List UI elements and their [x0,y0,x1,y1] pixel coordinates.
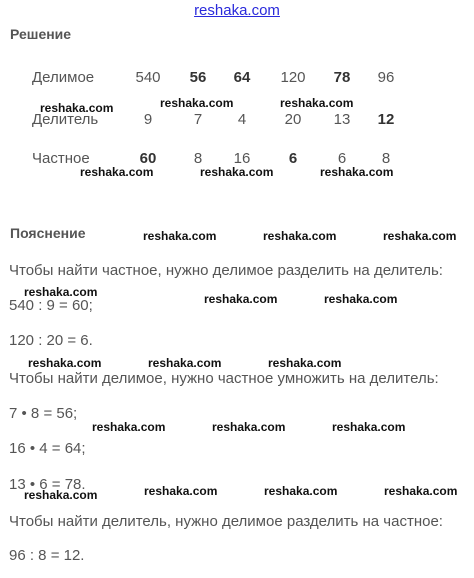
watermark: reshaka.com [384,484,458,498]
table-cell: 7 [193,111,203,128]
watermark: reshaka.com [40,101,114,115]
explanation-example: 540 : 9 = 60; [9,297,93,314]
watermark: reshaka.com [160,96,234,110]
watermark: reshaka.com [280,96,354,110]
watermark: reshaka.com [144,484,218,498]
watermark: reshaka.com [332,420,406,434]
watermark: reshaka.com [212,420,286,434]
explanation-example: 16 • 4 = 64; [9,440,86,457]
watermark: reshaka.com [204,292,278,306]
explanation-example: 13 • 6 = 78. [9,476,86,493]
watermark: reshaka.com [263,229,337,243]
solution-title: Решение [10,26,72,42]
watermark: reshaka.com [264,484,338,498]
table-cell: 9 [143,111,153,128]
watermark: reshaka.com [383,229,457,243]
watermark: reshaka.com [320,165,394,179]
explanation-title: Пояснение [10,225,86,241]
explanation-rule-divisor: Чтобы найти делитель, нужно делимое разделить на частное: [9,513,443,530]
table-cell: 16 [233,150,251,167]
explanation-rule-dividend: Чтобы найти делимое, нужно частное умножить на делитель: [9,370,439,387]
watermark: reshaka.com [143,229,217,243]
row-label-divisor: Делитель [32,111,99,128]
explanation-example: 120 : 20 = 6. [9,332,93,349]
table-cell: 6 [337,150,347,167]
watermark: reshaka.com [324,292,398,306]
table-cell: 78 [333,69,351,86]
table-cell: 56 [189,69,207,86]
table-cell: 8 [193,150,203,167]
watermark: reshaka.com [268,356,342,370]
table-cell: 540 [135,69,161,86]
table-cell: 64 [233,69,251,86]
table-cell: 120 [280,69,306,86]
table-cell: 4 [237,111,247,128]
table-cell: 8 [381,150,391,167]
table-cell: 20 [284,111,302,128]
watermark: reshaka.com [28,356,102,370]
watermark: reshaka.com [24,488,98,502]
table-cell: 60 [139,150,157,167]
table-cell: 6 [288,150,298,167]
explanation-example: 96 : 8 = 12. [9,547,85,564]
table-cell: 96 [377,69,395,86]
watermark: reshaka.com [80,165,154,179]
table-cell: 12 [377,111,395,128]
row-label-quotient: Частное [32,150,90,167]
row-label-dividend: Делимое [32,69,95,86]
explanation-example: 7 • 8 = 56; [9,405,78,422]
watermark: reshaka.com [24,285,98,299]
site-header-link[interactable]: reshaka.com [194,2,280,19]
table-cell: 13 [333,111,351,128]
explanation-rule-quotient: Чтобы найти частное, нужно делимое разделить на делитель: [9,262,443,279]
watermark: reshaka.com [148,356,222,370]
watermark: reshaka.com [200,165,274,179]
watermark: reshaka.com [92,420,166,434]
